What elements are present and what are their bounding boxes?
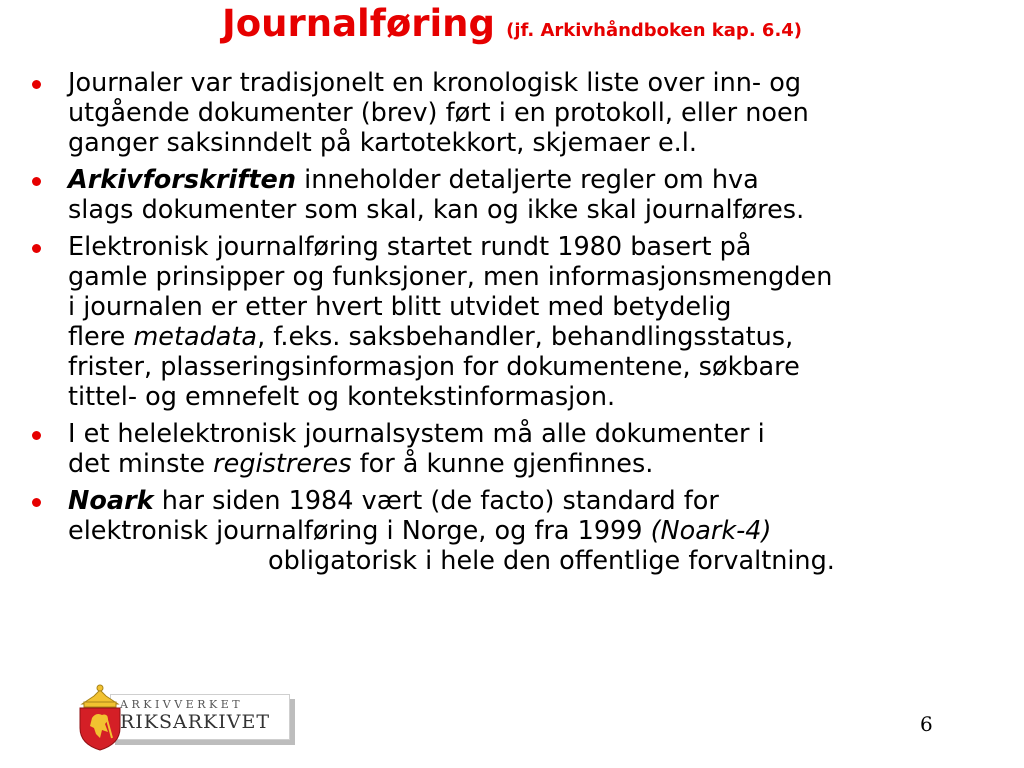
slide-title-main: Journalføring bbox=[221, 2, 495, 45]
bullet-text: elektronisk journalføring i Norge, og fra 1999 bbox=[68, 516, 651, 546]
bullet-line: gamle prinsipper og funksjoner, men informasjonsmengden bbox=[68, 262, 833, 292]
term-noark: Noark bbox=[68, 486, 154, 516]
arkivverket-logo bbox=[62, 682, 294, 752]
bullet-dot bbox=[32, 431, 41, 440]
bullet-line: Elektronisk journalføring startet rundt 1980 basert på bbox=[68, 232, 752, 262]
bullet-item-helelektronisk bbox=[28, 419, 1003, 479]
bullet-item-elektronisk bbox=[28, 232, 1003, 412]
slide-title-reference: (jf. Arkivhåndboken kap. 6.4) bbox=[506, 20, 803, 41]
bullet-list bbox=[28, 68, 1003, 583]
bullet-item-arkivforskriften bbox=[28, 165, 1003, 225]
bullet-line bbox=[68, 165, 1003, 195]
logo-text-riksarkivet: RIKSARKIVET bbox=[120, 711, 271, 733]
bullet-text: det minste bbox=[68, 449, 214, 479]
bullet-text: inneholder detaljerte regler om hva bbox=[296, 165, 759, 195]
bullet-line: ganger saksinndelt på kartotekkort, skjemaer e.l. bbox=[68, 128, 697, 158]
term-registreres: registreres bbox=[213, 449, 352, 479]
bullet-dot bbox=[32, 244, 41, 253]
term-metadata: metadata bbox=[133, 322, 258, 352]
bullet-line: frister, plasseringsinformasjon for dokumentene, søkbare bbox=[68, 352, 800, 382]
bullet-line: Journaler var tradisjonelt en kronologisk liste over inn- og bbox=[68, 68, 802, 98]
bullet-text: for å kunne gjenfinnes. bbox=[351, 449, 654, 479]
bullet-line: utgående dokumenter (brev) ført i en protokoll, eller noen bbox=[68, 98, 809, 128]
bullet-line bbox=[68, 486, 1003, 516]
bullet-dot bbox=[32, 177, 41, 186]
bullet-item-journaler bbox=[28, 68, 1003, 158]
bullet-line: obligatorisk i hele den offentlige forvaltning. bbox=[268, 546, 835, 576]
bullet-text: flere bbox=[68, 322, 134, 352]
term-arkivforskriften: Arkivforskriften bbox=[68, 165, 297, 195]
bullet-line bbox=[68, 322, 1003, 352]
bullet-text: har siden 1984 vært (de facto) standard for bbox=[153, 486, 719, 516]
bullet-line: i journalen er etter hvert blitt utvidet med betydelig bbox=[68, 292, 732, 322]
bullet-line: I et helelektronisk journalsystem må alle dokumenter i bbox=[68, 419, 765, 449]
bullet-item-noark bbox=[28, 486, 1003, 576]
slide-title bbox=[0, 2, 1024, 45]
bullet-dot bbox=[32, 80, 41, 89]
bullet-text: , f.eks. saksbehandler, behandlingsstatus, bbox=[257, 322, 794, 352]
bullet-line: slags dokumenter som skal, kan og ikke skal journalføres. bbox=[68, 195, 805, 225]
bullet-dot bbox=[32, 498, 41, 507]
bullet-line: tittel- og emnefelt og kontekstinformasjon. bbox=[68, 382, 616, 412]
bullet-line bbox=[68, 449, 1003, 479]
bullet-line bbox=[68, 516, 1003, 546]
page-number: 6 bbox=[920, 712, 933, 736]
term-noark-4: (Noark-4) bbox=[650, 516, 772, 546]
logo-text-arkivverket: ARKIVVERKET bbox=[120, 698, 244, 711]
